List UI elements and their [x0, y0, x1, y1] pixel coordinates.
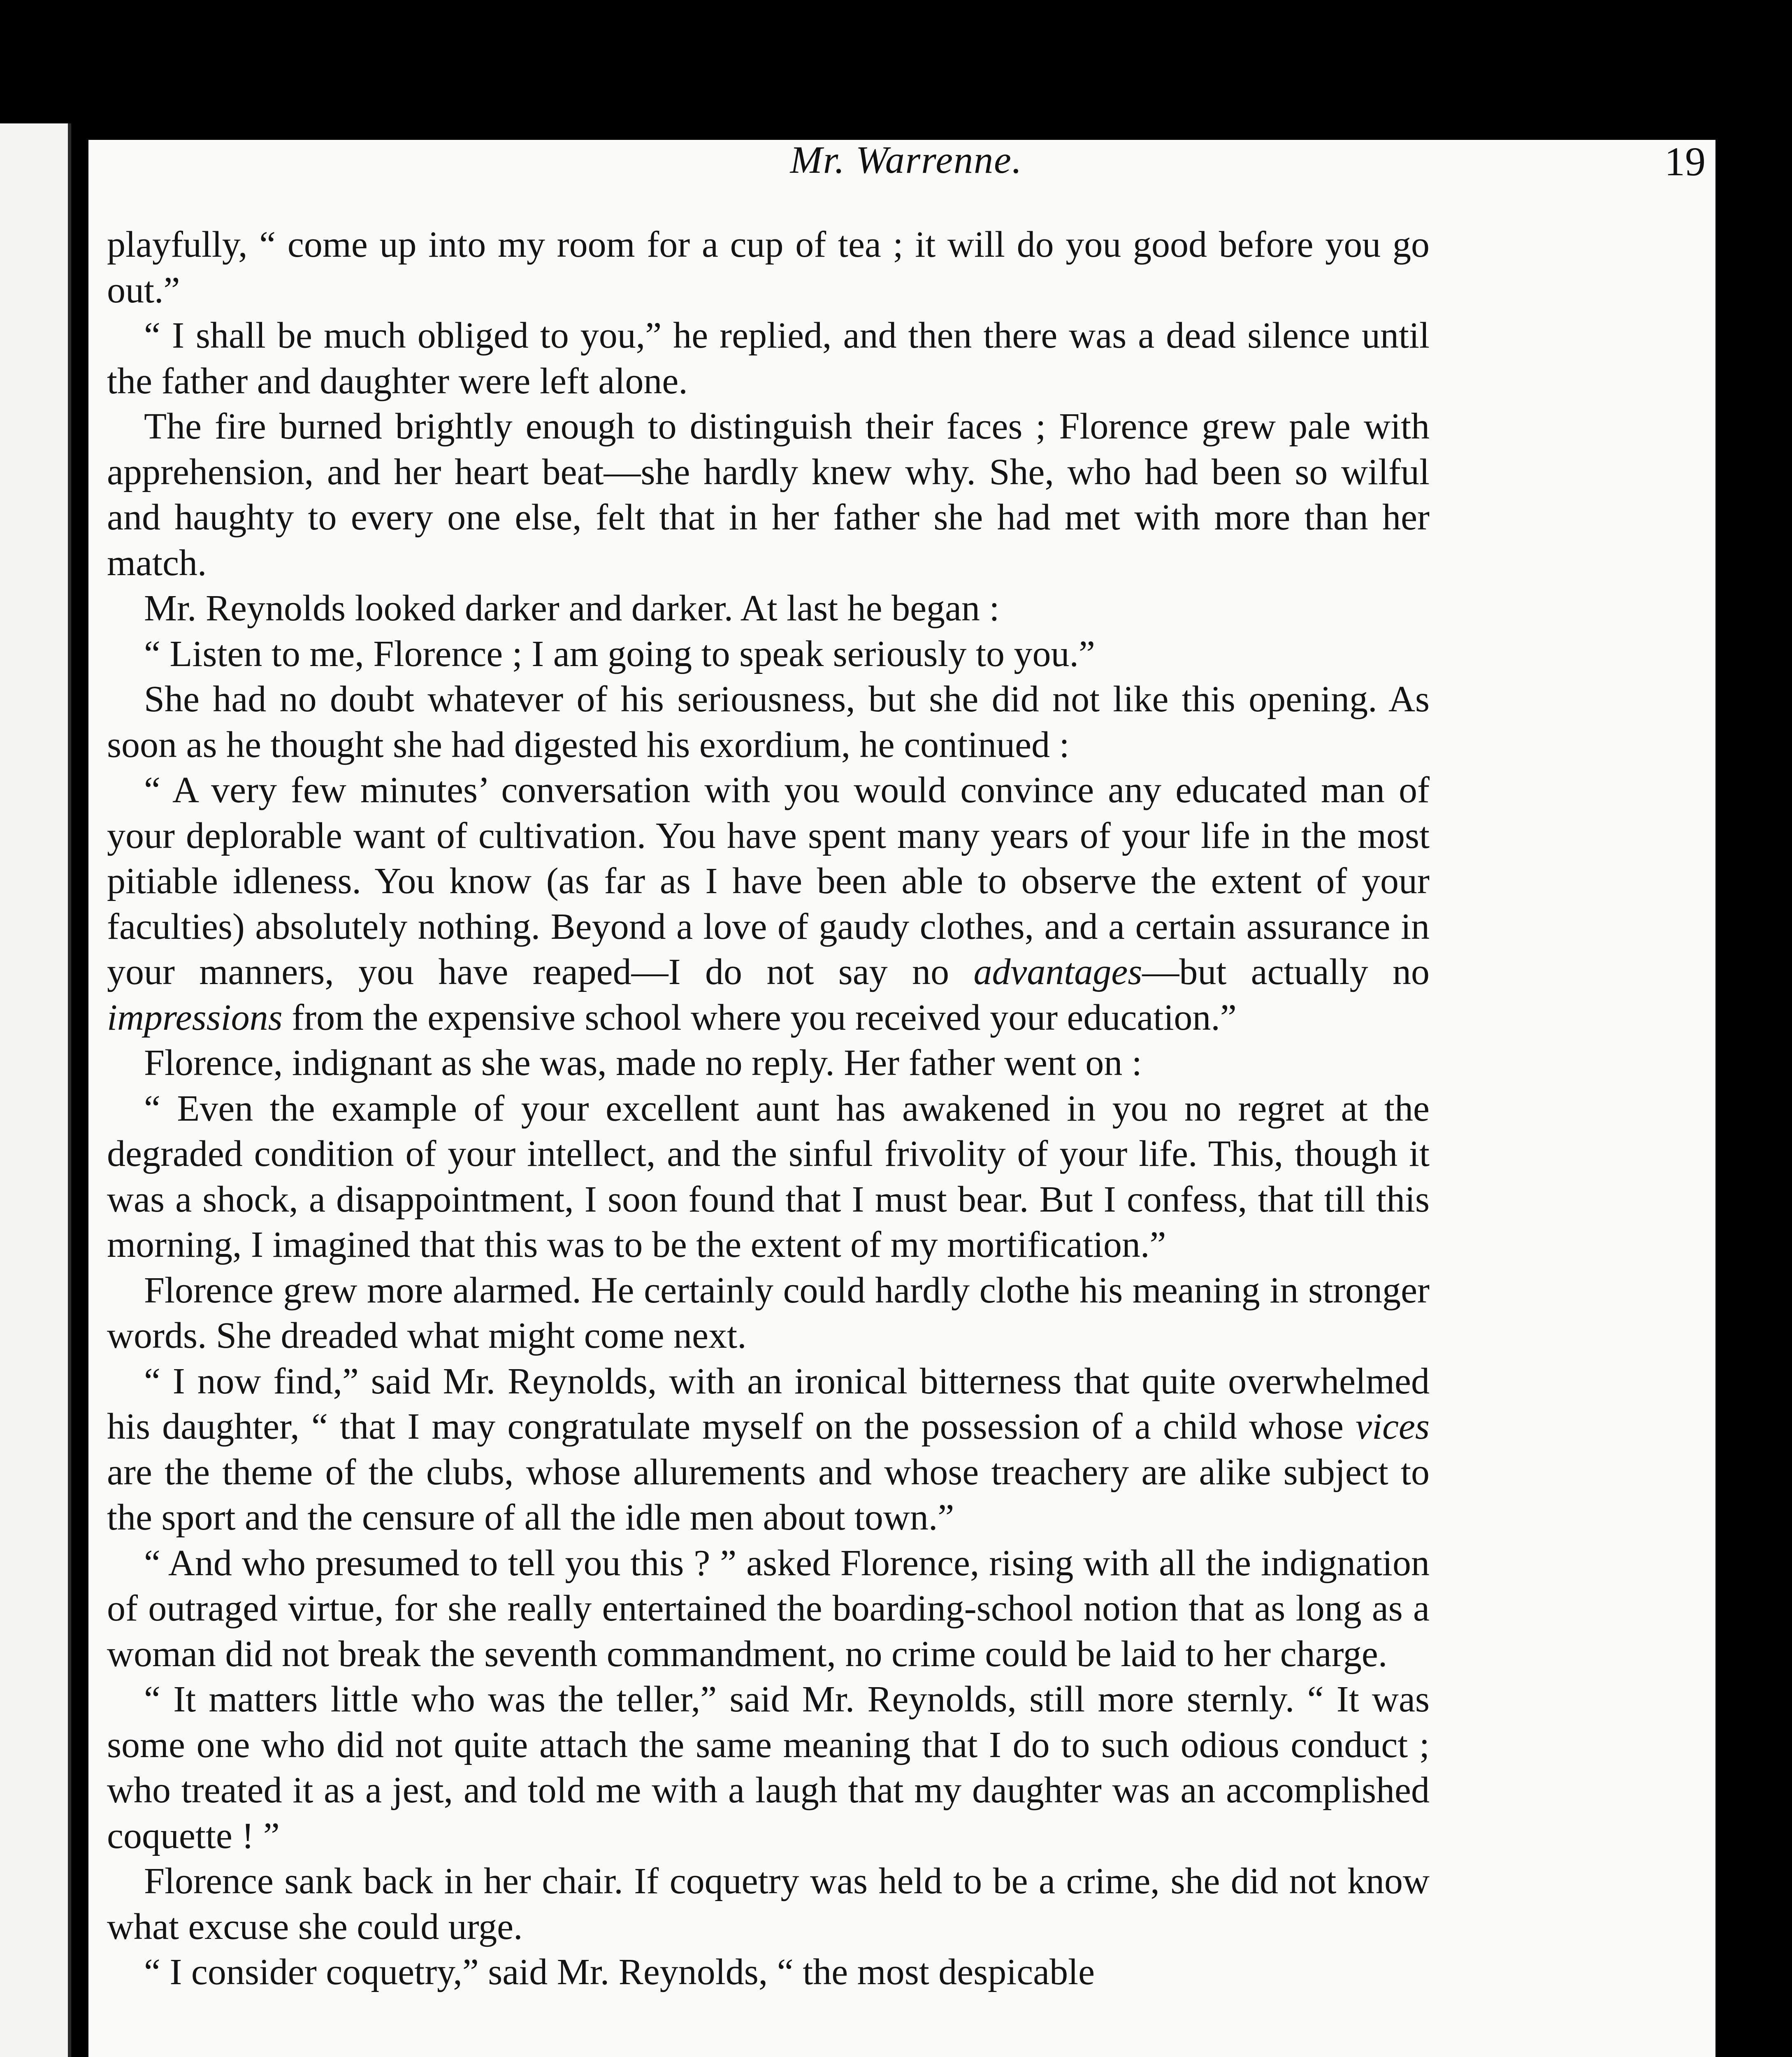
paragraph: [107, 1359, 1430, 1541]
text-run: The fire burned brightly enough to distinguish their faces ; Florence grew pale with apprehension, and her heart beat—she hardly knew why. She, who had been so wilful and haughty to every one else, felt that in her father she had met with more than her match.: [107, 406, 1430, 583]
italic-text: vices: [1356, 1406, 1430, 1447]
paragraph: [107, 677, 1430, 768]
text-run: “ I shall be much obliged to you,” he replied, and then there was a dead silence until the father and daughter were left alone.: [107, 315, 1430, 402]
text-run: “ A very few minutes’ conversation with you would convince any educated man of your deplorable want of cultivation. You have spent many years of your life in the most pitiable idleness. You know (as far as I have been able to observe the extent of your faculties) absolutely nothing. Beyond a love of gaudy clothes, and a certain assurance in your manners, you have reaped—I do not say no: [107, 770, 1430, 992]
text-run: are the theme of the clubs, whose allurements and whose treachery are alike subject to the sport and the censure of all the idle men about town.”: [107, 1451, 1430, 1538]
text-run: playfully, “ come up into my room for a cup of tea ; it will do you good before you go out.”: [107, 224, 1430, 311]
text-run: She had no doubt whatever of his seriousness, but she did not like this opening. As soon as he thought she had digested his exordium, he continued :: [107, 679, 1430, 765]
running-header: [107, 138, 1706, 191]
running-title: Mr. Warrenne.: [790, 139, 1023, 181]
paragraph: [107, 631, 1430, 677]
text-run: “ Listen to me, Florence ; I am going to speak seriously to you.”: [144, 633, 1096, 674]
italic-text: impressions: [107, 997, 283, 1038]
page-number: 19: [1664, 139, 1706, 184]
text-run: —but actually no: [1142, 952, 1430, 992]
text-run: “ I consider coquetry,” said Mr. Reynolds, “ the most despicable: [144, 1952, 1095, 1992]
paragraph: [107, 1040, 1430, 1086]
paragraph: [107, 222, 1430, 313]
text-run: Mr. Reynolds looked darker and darker. At last he began :: [144, 588, 1000, 629]
text-run: “ It matters little who was the teller,” said Mr. Reynolds, still more sternly. “ It was some one who did not quite attach the same meaning that I do to such odious conduct ; who treated it as a jest, and told me with a laugh that my daughter was an accomplished coquette ! ”: [107, 1679, 1430, 1856]
italic-text: advantages: [973, 952, 1142, 992]
body-text: [107, 222, 1430, 1995]
text-run: “ I now find,” said Mr. Reynolds, with an ironical bitterness that quite overwhelmed his daughter, “ that I may congratulate myself on the possession of a child whose: [107, 1360, 1430, 1447]
paragraph: [107, 1541, 1430, 1677]
text-run: Florence, indignant as she was, made no reply. Her father went on :: [144, 1042, 1142, 1083]
paragraph: [107, 1677, 1430, 1859]
paragraph: [107, 313, 1430, 404]
text-run: Florence grew more alarmed. He certainly could hardly clothe his meaning in stronger words. She dreaded what might come next.: [107, 1270, 1430, 1356]
paragraph: [107, 1086, 1430, 1268]
text-run: from the expensive school where you received your education.”: [282, 997, 1237, 1038]
text-run: “ Even the example of your excellent aunt has awakened in you no regret at the degraded condition of your intellect, and the sinful frivolity of your life. This, though it was a shock, a disappointment, I soon found that I must bear. But I confess, that till this morning, I imagined that this was to be the extent of my mortification.”: [107, 1088, 1430, 1265]
paragraph: [107, 404, 1430, 586]
facing-page-edge: [0, 123, 71, 2057]
text-run: “ And who presumed to tell you this ? ” asked Florence, rising with all the indignation of outraged virtue, for she really entertained the boarding-school notion that as long as a woman did not break the seventh commandment, no crime could be laid to her charge.: [107, 1542, 1430, 1674]
paragraph: [107, 1859, 1430, 1950]
paragraph: [107, 586, 1430, 631]
paragraph: [107, 1950, 1430, 1995]
text-run: Florence sank back in her chair. If coquetry was held to be a crime, she did not know what excuse she could urge.: [107, 1861, 1430, 1947]
paragraph: [107, 768, 1430, 1040]
paragraph: [107, 1268, 1430, 1359]
